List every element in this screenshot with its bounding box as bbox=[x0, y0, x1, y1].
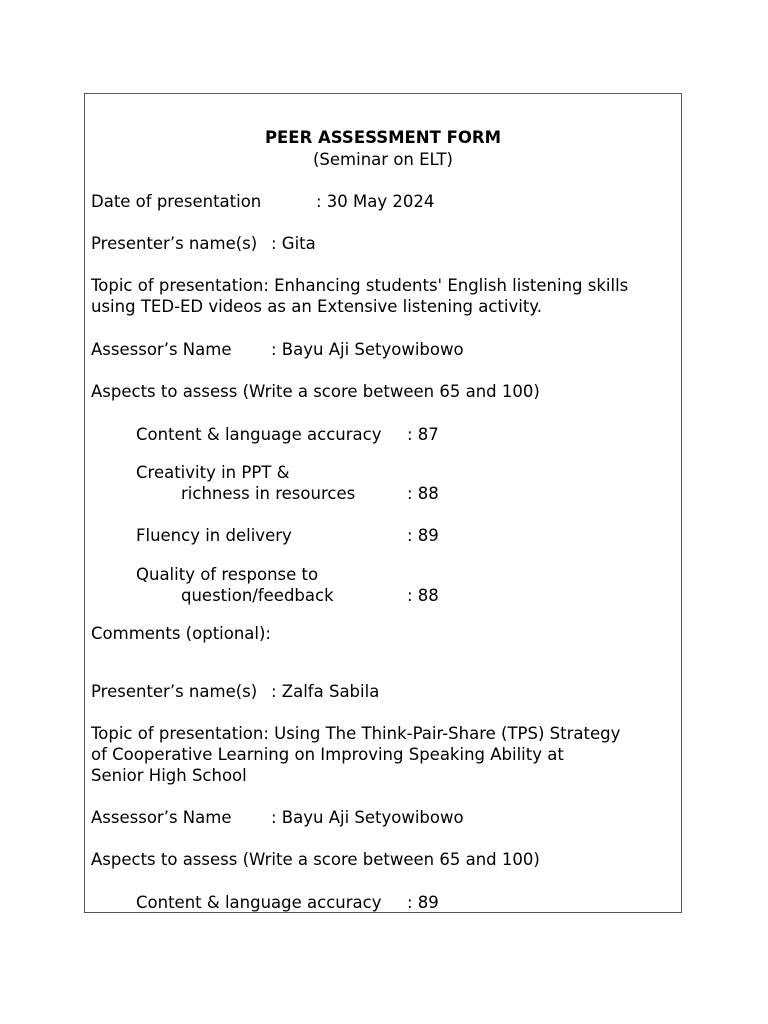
assessment-form-page bbox=[84, 93, 682, 913]
date-label: Date of presentation bbox=[91, 192, 262, 211]
topic-line: of Cooperative Learning on Improving Speaking Ability at bbox=[91, 745, 564, 764]
aspect-label: Creativity in PPT & bbox=[136, 463, 290, 482]
assessor-label: Assessor’s Name bbox=[91, 808, 232, 827]
aspect-label: Fluency in delivery bbox=[136, 526, 292, 545]
topic-line: Topic of presentation: Using The Think-Pair-Share (TPS) Strategy bbox=[91, 724, 621, 743]
assessor-value: : Bayu Aji Setyowibowo bbox=[271, 808, 464, 827]
aspect-score: : 89 bbox=[407, 526, 439, 545]
presenter-label: Presenter’s name(s) bbox=[91, 682, 258, 701]
aspect-score: : 89 bbox=[407, 893, 439, 912]
aspect-label: Content & language accuracy bbox=[136, 893, 382, 912]
form-subtitle: (Seminar on ELT) bbox=[313, 150, 453, 169]
aspects-heading: Aspects to assess (Write a score between 65 and 100) bbox=[91, 850, 540, 869]
assessor-label: Assessor’s Name bbox=[91, 340, 232, 359]
aspect-label: Quality of response to bbox=[136, 565, 319, 584]
form-title: PEER ASSESSMENT FORM bbox=[264, 128, 502, 147]
topic-line: Senior High School bbox=[91, 766, 247, 785]
presenter-value: : Gita bbox=[271, 234, 316, 253]
presenter-value: : Zalfa Sabila bbox=[271, 682, 380, 701]
topic-line: using TED-ED videos as an Extensive listening activity. bbox=[91, 297, 542, 316]
aspects-heading: Aspects to assess (Write a score between 65 and 100) bbox=[91, 382, 540, 401]
aspect-label: Content & language accuracy bbox=[136, 425, 382, 444]
date-value: : 30 May 2024 bbox=[316, 192, 435, 211]
aspect-score: : 88 bbox=[407, 586, 439, 605]
assessor-value: : Bayu Aji Setyowibowo bbox=[271, 340, 464, 359]
topic-line: Topic of presentation: Enhancing students' English listening skills bbox=[91, 276, 629, 295]
presenter-label: Presenter’s name(s) bbox=[91, 234, 258, 253]
aspect-score: : 87 bbox=[407, 425, 439, 444]
comments-label: Comments (optional): bbox=[91, 624, 271, 643]
aspect-label-continued: richness in resources bbox=[181, 484, 356, 503]
aspect-label-continued: question/feedback bbox=[181, 586, 334, 605]
aspect-score: : 88 bbox=[407, 484, 439, 503]
